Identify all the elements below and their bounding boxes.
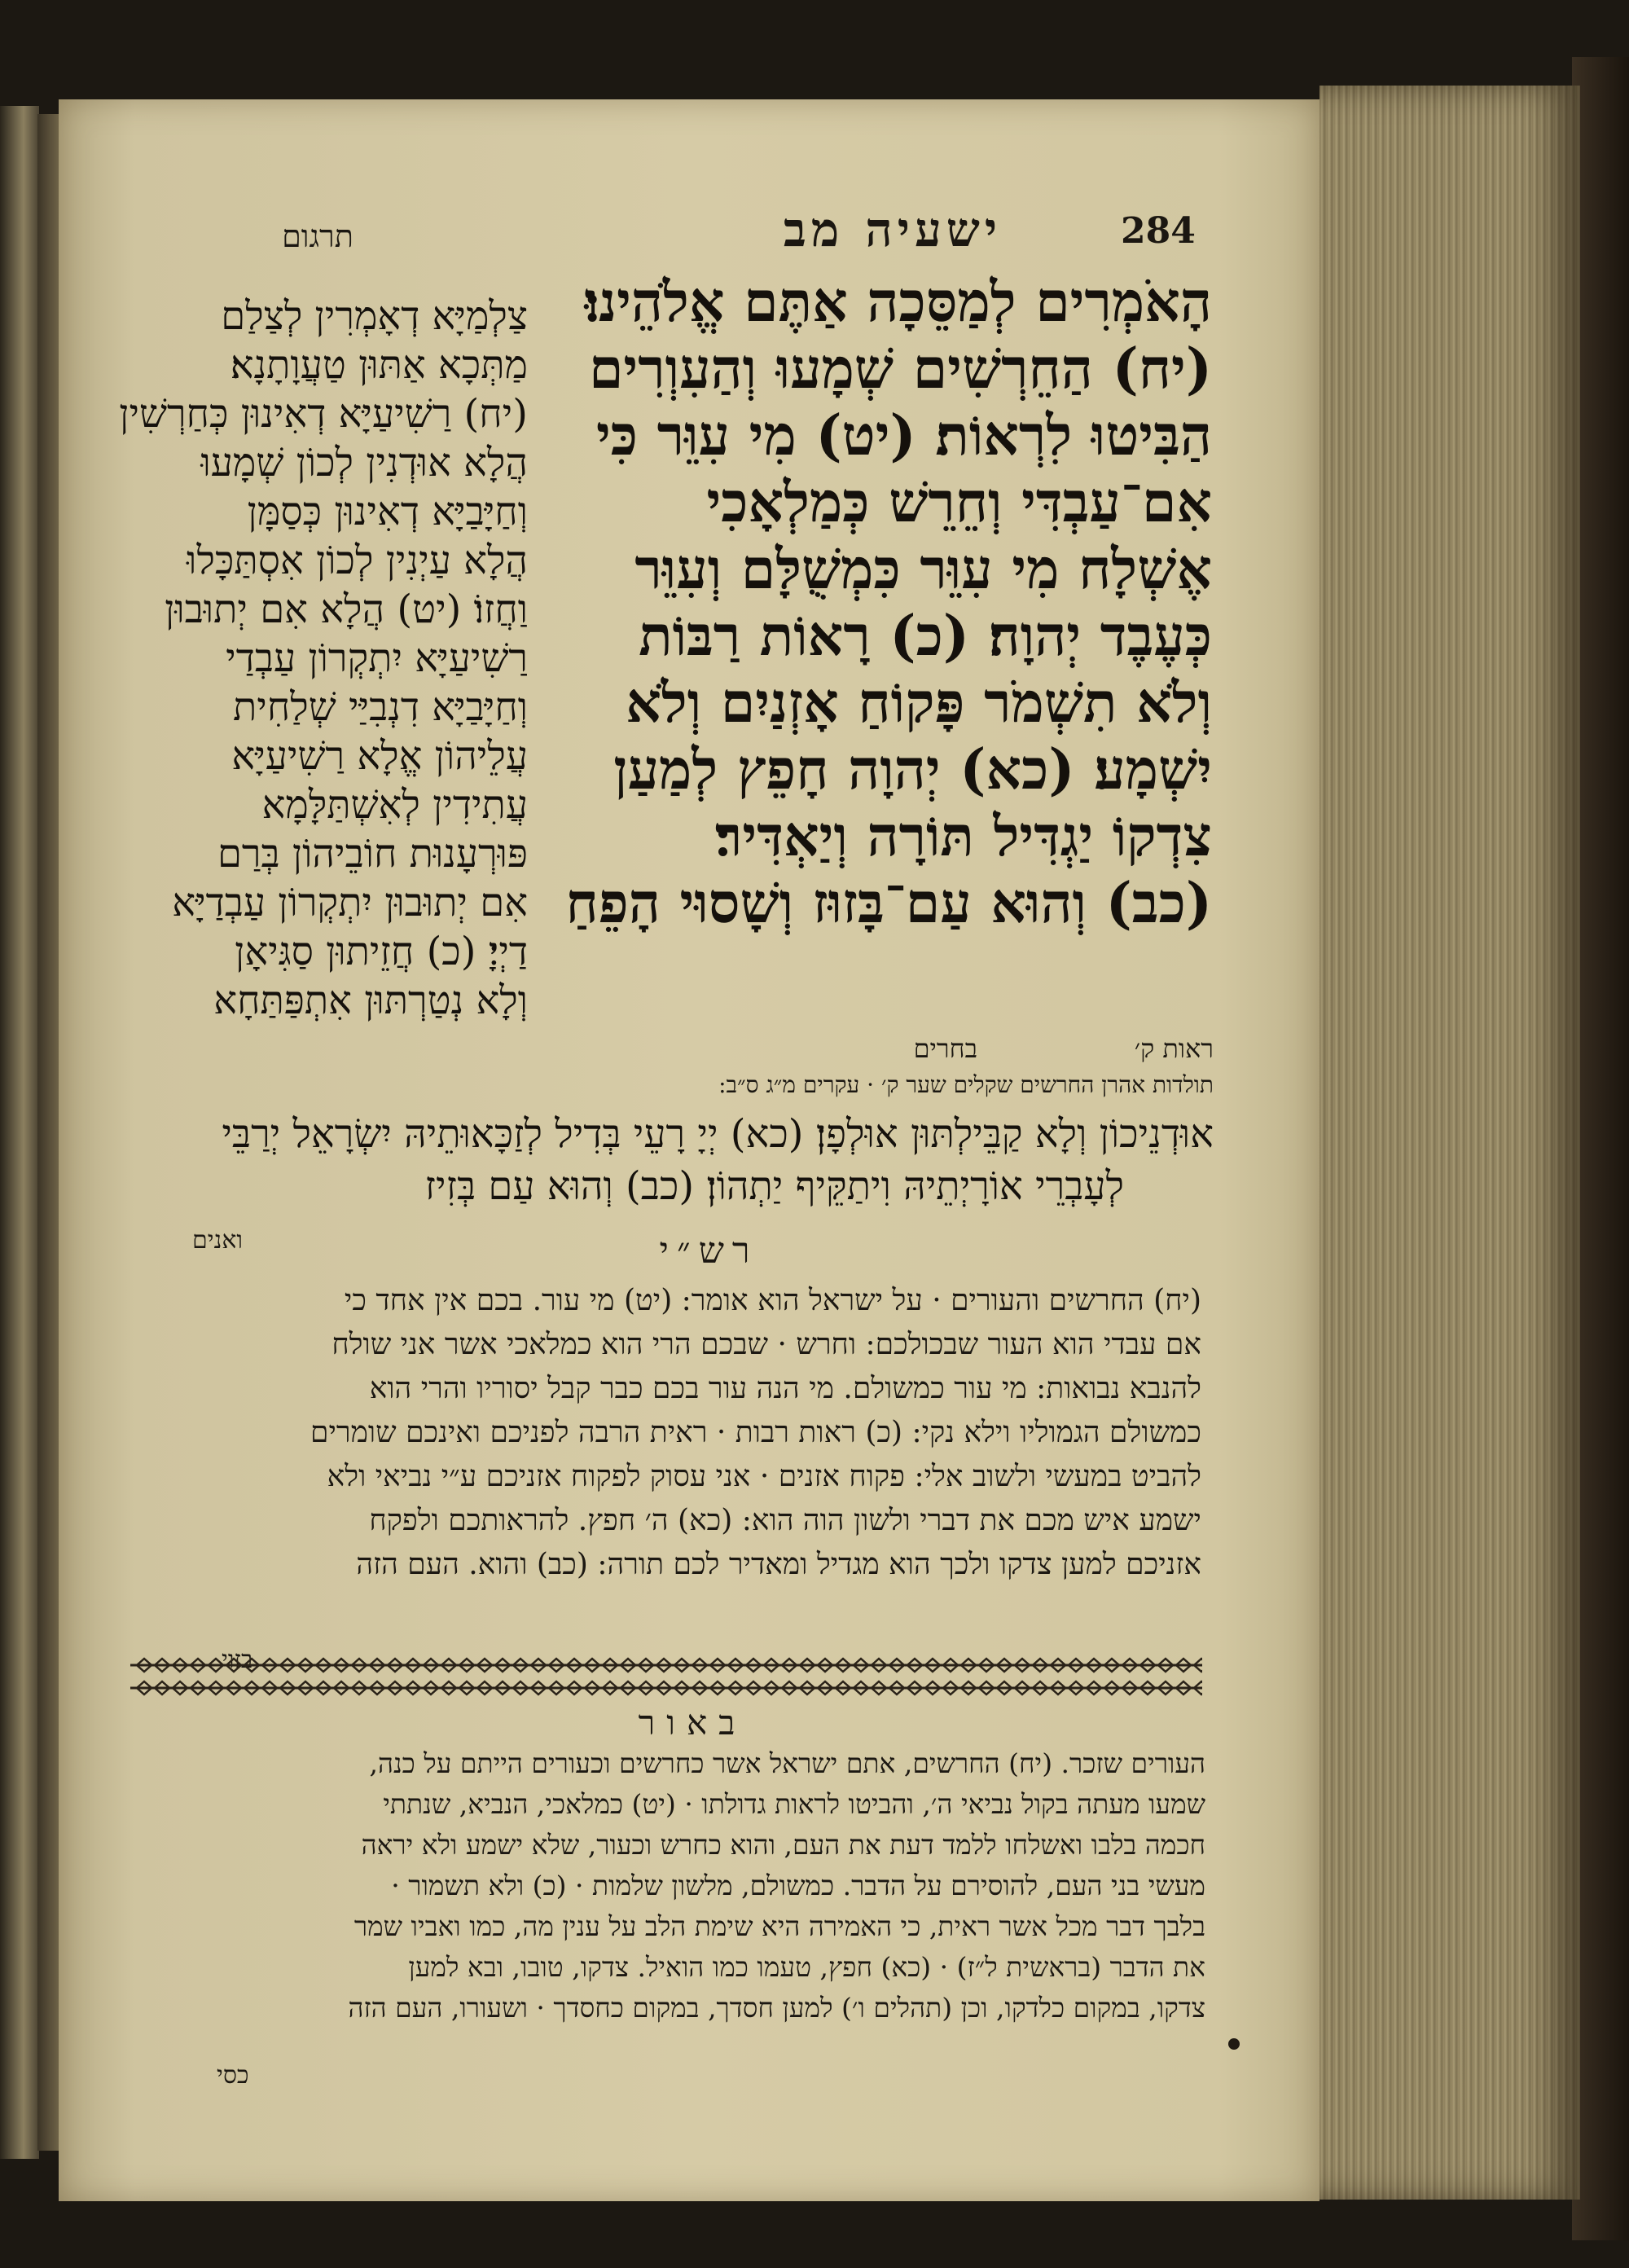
targum-line: הֲלָא עַיְנִין לְכוֹן אִסְתַּכָּלוּ [187,538,528,583]
targum-line: צַלְמַיָּא דְאָמְרִין לְצַלַם [221,293,528,339]
targum-line: (יח) רַשִׁיעַיָּא דְאִינוּן כְּחַרְשִׁין [119,391,528,437]
ink-dot [1228,2038,1240,2050]
scripture-line: הַבִּיטוּ לִרְאוֹת׃ (יט) מִי עִוֵּר כִּי [595,403,1212,468]
gutter-shadow [37,114,59,2151]
targum-line: וְחַיָּבַיָּא דְאִינוּן כְּסַמָּן [247,489,528,534]
targum-continuation [222,1108,1214,1212]
targum-line: וַחֲזוֹ׃ (יט) הֲלָא אִם יְתוּבוּן [165,587,528,632]
rashi-commentary [114,1279,1201,1587]
biur-line: העורים שזכר. (יח) החרשים, אתם ישראל אשר כחרשים וכעורים הייתם על כנה, [369,1747,1205,1779]
rashi-heading: רש״י [659,1230,758,1272]
targum-wide-line: לְעָבְרֵי אוֹרָיְתֵיהּ וִיתַקֵּיף יַתְהוֹן׃ (כב) וְהוּא עַם בְּזִיז [424,1163,1124,1209]
targum-line: מַתְּכָא אַתּוּן טַעֲוָתָנָא׃ [230,342,528,388]
book-fore-edge [1319,86,1580,2200]
scripture-line: כְּעֶבֶד יְהוָה׃ (כ) רָאוֹת רַבּוֹת [639,604,1212,669]
scripture-line: וְלֹא תִשְׁמֹר פָּקוֹחַ אָזְנַיִם וְלֹא [626,670,1212,736]
scripture-line: אִם־עַבְדִּי וְחֵרֵשׁ כְּמַלְאָכִי [706,470,1212,535]
rashi-line: להביט במעשי ולשוב אלי: פקוח אזנים · אני עסוק לפקוח אזניכם ע״י נביאי ולא [327,1460,1201,1493]
targum-line: וְחַיָּבַיָּא דִנְבִיַּי שְׁלַחִית [232,684,528,730]
rashi-line: אזניכם למען צדקו ולכך הוא מגדיל ומאדיר לכם תורה: (כב) והוא. העם הזה [356,1548,1201,1581]
targum-line: וְלָא נְטַרְתּוּן אִתְפַּתַּחָא [213,978,528,1023]
rashi-line: להנבא נבואות: מי עור כמשולם. מי הנה עור בכם כבר קבל יסוריו והרי הוא [369,1372,1201,1405]
targum-line: אִם יְתוּבוּן יִתְקְרוֹן עַבְדַיָּא [172,880,528,925]
rashi-line: כמשולם הגמוליו וילא נקי: (כ) ראות רבות · ראית הרבה לפניכם ואינכם שומרים [310,1416,1201,1449]
targum-line: עֲתִידִין לְאִשְׁתַּלָּמָא [261,782,528,828]
biur-line: את הדבר (בראשית ל״ז) · (כא) חפץ, טעמו כמו הואיל. צדקו, טובו, ובא למען [408,1951,1205,1983]
targum-line: פּוּרְעָנוּת חוֹבֵיהוֹן בְּרַם [217,831,528,877]
toldot-aharon-line: תולדות אהרן החרשים שקלים שער ק׳ · עקרים מ״ג ס״ב: [718,1071,1214,1098]
catchword-targum: ואנים [192,1226,244,1255]
targum-line: עֲלֵיהוֹן אֱלָא רַשִׁיעַיָּא [231,733,528,779]
catchword-biur: כסי [217,2061,249,2090]
targum-label: תרגום [282,218,353,254]
targum-wide-line: אוּדְנֵיכוֹן וְלָא קַבֵּילְתּוּן אוּלְפָן׃ (כא) יְיָ רָעֵי בְּדִיל לְזַכָּאוּתֵיהּ יִשְׂרָאֵל יְרַבֵּי [222,1111,1214,1157]
rashi-line: (יח) החרשים והעורים · על ישראל הוא אומר: (יט) מי עור. בכם אין אחד כי [344,1284,1201,1317]
biur-line: בלבך דבר מכל אשר ראית, כי האמירה היא שימת הלב על ענין מה, כמו ואביו שמר [353,1910,1205,1942]
biur-line: מעשי בני העם, להוסירם על הדבר. כמשולם, מלשון שלמות · (כ) ולא תשמור · [391,1870,1205,1901]
scripture-line: (כב) וְהוּא עַם־בָּזוּז וְשָׁסוּי הָפֵחַ [565,871,1212,936]
biur-commentary [114,1743,1205,2028]
scripture-line: (יח) הַחֵרְשִׁים שְׁמָעוּ וְהַעִוְרִים [589,336,1212,402]
scripture-line: יִשְׁמָע׃ (כא) יְהוָה חָפֵץ לְמַעַן [613,737,1212,802]
scripture-line: אֶשְׁלָח מִי עִוֵּר כִּמְשֻׁלָּם וְעִוֵּר [634,537,1212,602]
book-cover-edge [1572,57,1629,2240]
masorah-note-right: ראות ק׳ [1134,1033,1214,1064]
catchword-rashi: בזוי [222,1646,253,1674]
rashi-line: ישמע איש מכם את דברי ולשון הוה הוא: (כא) ה׳ חפץ. להראותכם ולפקח [369,1504,1201,1537]
page-title: ישעיה מב [783,202,1003,257]
previous-page-edge [0,106,39,2159]
masorah-note-left: בחרים [913,1033,977,1064]
rashi-line: אם עבדי הוא העור שבכולכם: וחרש · שבכם הרי הוא כמלאכי אשר אני שולח [332,1328,1201,1361]
biur-line: חכמה בלבו ואשלחו ללמד דעת את העם, והוא כחרש וכעור, שלא ישמע ולא יראה [361,1829,1205,1861]
scripture-column [528,269,1212,937]
biur-line: צדקו, במקום כלדקו, וכן (תהלים ו׳) למען חסדך, במקום כחסדך · ושעורו, העם הזה [348,1992,1205,2024]
targum-line: רַשִׁיעַיָּא יִתְקְרוֹן עַבְדַי [226,635,528,681]
targum-line: הֲלָא אוּדְנִין לְכוֹן שְׁמָעוּ [200,440,528,486]
scripture-line: הָאֹמְרִים לְמַסֵּכָה אַתֶּם אֱלֹהֵינוּ׃ [584,270,1212,335]
page-number: 284 [1121,210,1196,252]
biur-line: שמעו מעתה בקול נביאי ה׳, והביטו לראות גדולתו · (יט) כמלאכי, הנביא, שנתתי [383,1788,1205,1820]
targum-line: דַיְיָ׃ (כ) חֲזֵיתוּן סַגִּיאָן [235,929,528,974]
targum-column [112,292,528,1025]
scripture-line: צִדְקוֹ יַגְדִּיל תּוֹרָה וְיַאְדִּיר׃ [715,804,1212,869]
ornament-divider-bottom [130,1672,1202,1704]
biur-heading: באור [638,1703,747,1743]
